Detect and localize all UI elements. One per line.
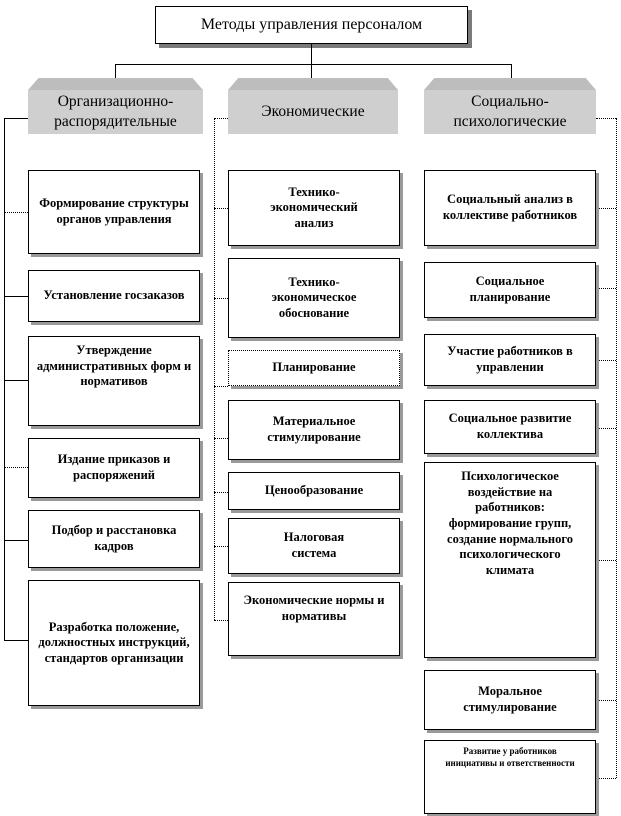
header-socio-psychological [424,78,596,134]
branch-col3-1 [596,208,616,209]
connector-horizontal [115,64,511,65]
branch-col3-6 [596,700,616,701]
col2-item-2: Технико-экономическое обоснование [228,258,400,338]
col1-item-5: Подбор и расстановка кадров [28,510,200,568]
branch-col3-7 [596,778,616,779]
col3-item-1: Социальный анализ в коллективе работников [424,170,596,246]
header-organizational-label: Организационно-распорядительные [28,90,203,134]
col1-item-3: Утверждение административных форм и нормативов [28,336,200,426]
trunk-col1-top [4,118,28,119]
trunk-col2-top [214,118,228,119]
col3-item-7: Развитие у работников инициативы и ответственности [424,740,596,814]
branch-col1-2 [4,296,28,297]
connector-col1 [115,64,116,78]
col1-item-2: Установление госзаказов [28,270,200,322]
col1-item-6: Разработка положение, должностных инструкций, стандартов организации [28,580,200,706]
branch-col2-6 [214,546,228,547]
trunk-col3-top [596,118,616,119]
connector-col3 [511,64,512,78]
branch-col2-2 [214,298,228,299]
branch-col2-5 [214,492,228,493]
branch-col3-5 [596,560,616,561]
branch-col3-2 [596,288,616,289]
trunk-col1 [4,118,5,640]
branch-col3-3 [596,360,616,361]
branch-col2-1 [214,208,228,209]
branch-col1-3 [4,380,28,381]
branch-col2-7 [214,620,228,621]
col2-item-7: Экономические нормы и нормативы [228,582,400,656]
branch-col1-5 [4,540,28,541]
header-economic-label: Экономические [228,90,398,134]
col2-item-5: Ценообразование [228,472,400,510]
col1-item-4: Издание приказов и распоряжений [28,438,200,498]
col2-item-4: Материальное стимулирование [228,400,400,460]
col3-item-2: Социальное планирование [424,262,596,318]
col3-item-3: Участие работников в управлении [424,334,596,386]
trunk-col3 [616,118,617,778]
col2-item-3: Планирование [228,350,400,386]
header-socio-psychological-label: Социально-психологические [424,90,596,134]
diagram-title: Методы управления персоналом [155,6,468,44]
branch-col3-4 [596,428,616,429]
col1-item-1: Формирование структуры органов управления [28,170,200,254]
branch-col2-3 [214,386,228,387]
branch-col2-4 [214,438,228,439]
header-economic [228,78,398,134]
branch-col1-1 [4,212,28,213]
col3-item-6: Моральное стимулирование [424,670,596,730]
branch-col1-6 [4,640,28,641]
connector-title-down [311,44,312,64]
connector-col2 [311,64,312,78]
col2-item-6: Налоговая система [228,518,400,574]
col3-item-4: Социальное развитие коллектива [424,400,596,454]
col2-item-1: Технико-экономический анализ [228,170,400,246]
col3-item-5: Психологическое воздействие на работников: формирование групп, создание нормального психологического климата [424,462,596,658]
branch-col1-4 [4,467,28,468]
trunk-col2 [214,118,215,620]
header-organizational [28,78,203,134]
